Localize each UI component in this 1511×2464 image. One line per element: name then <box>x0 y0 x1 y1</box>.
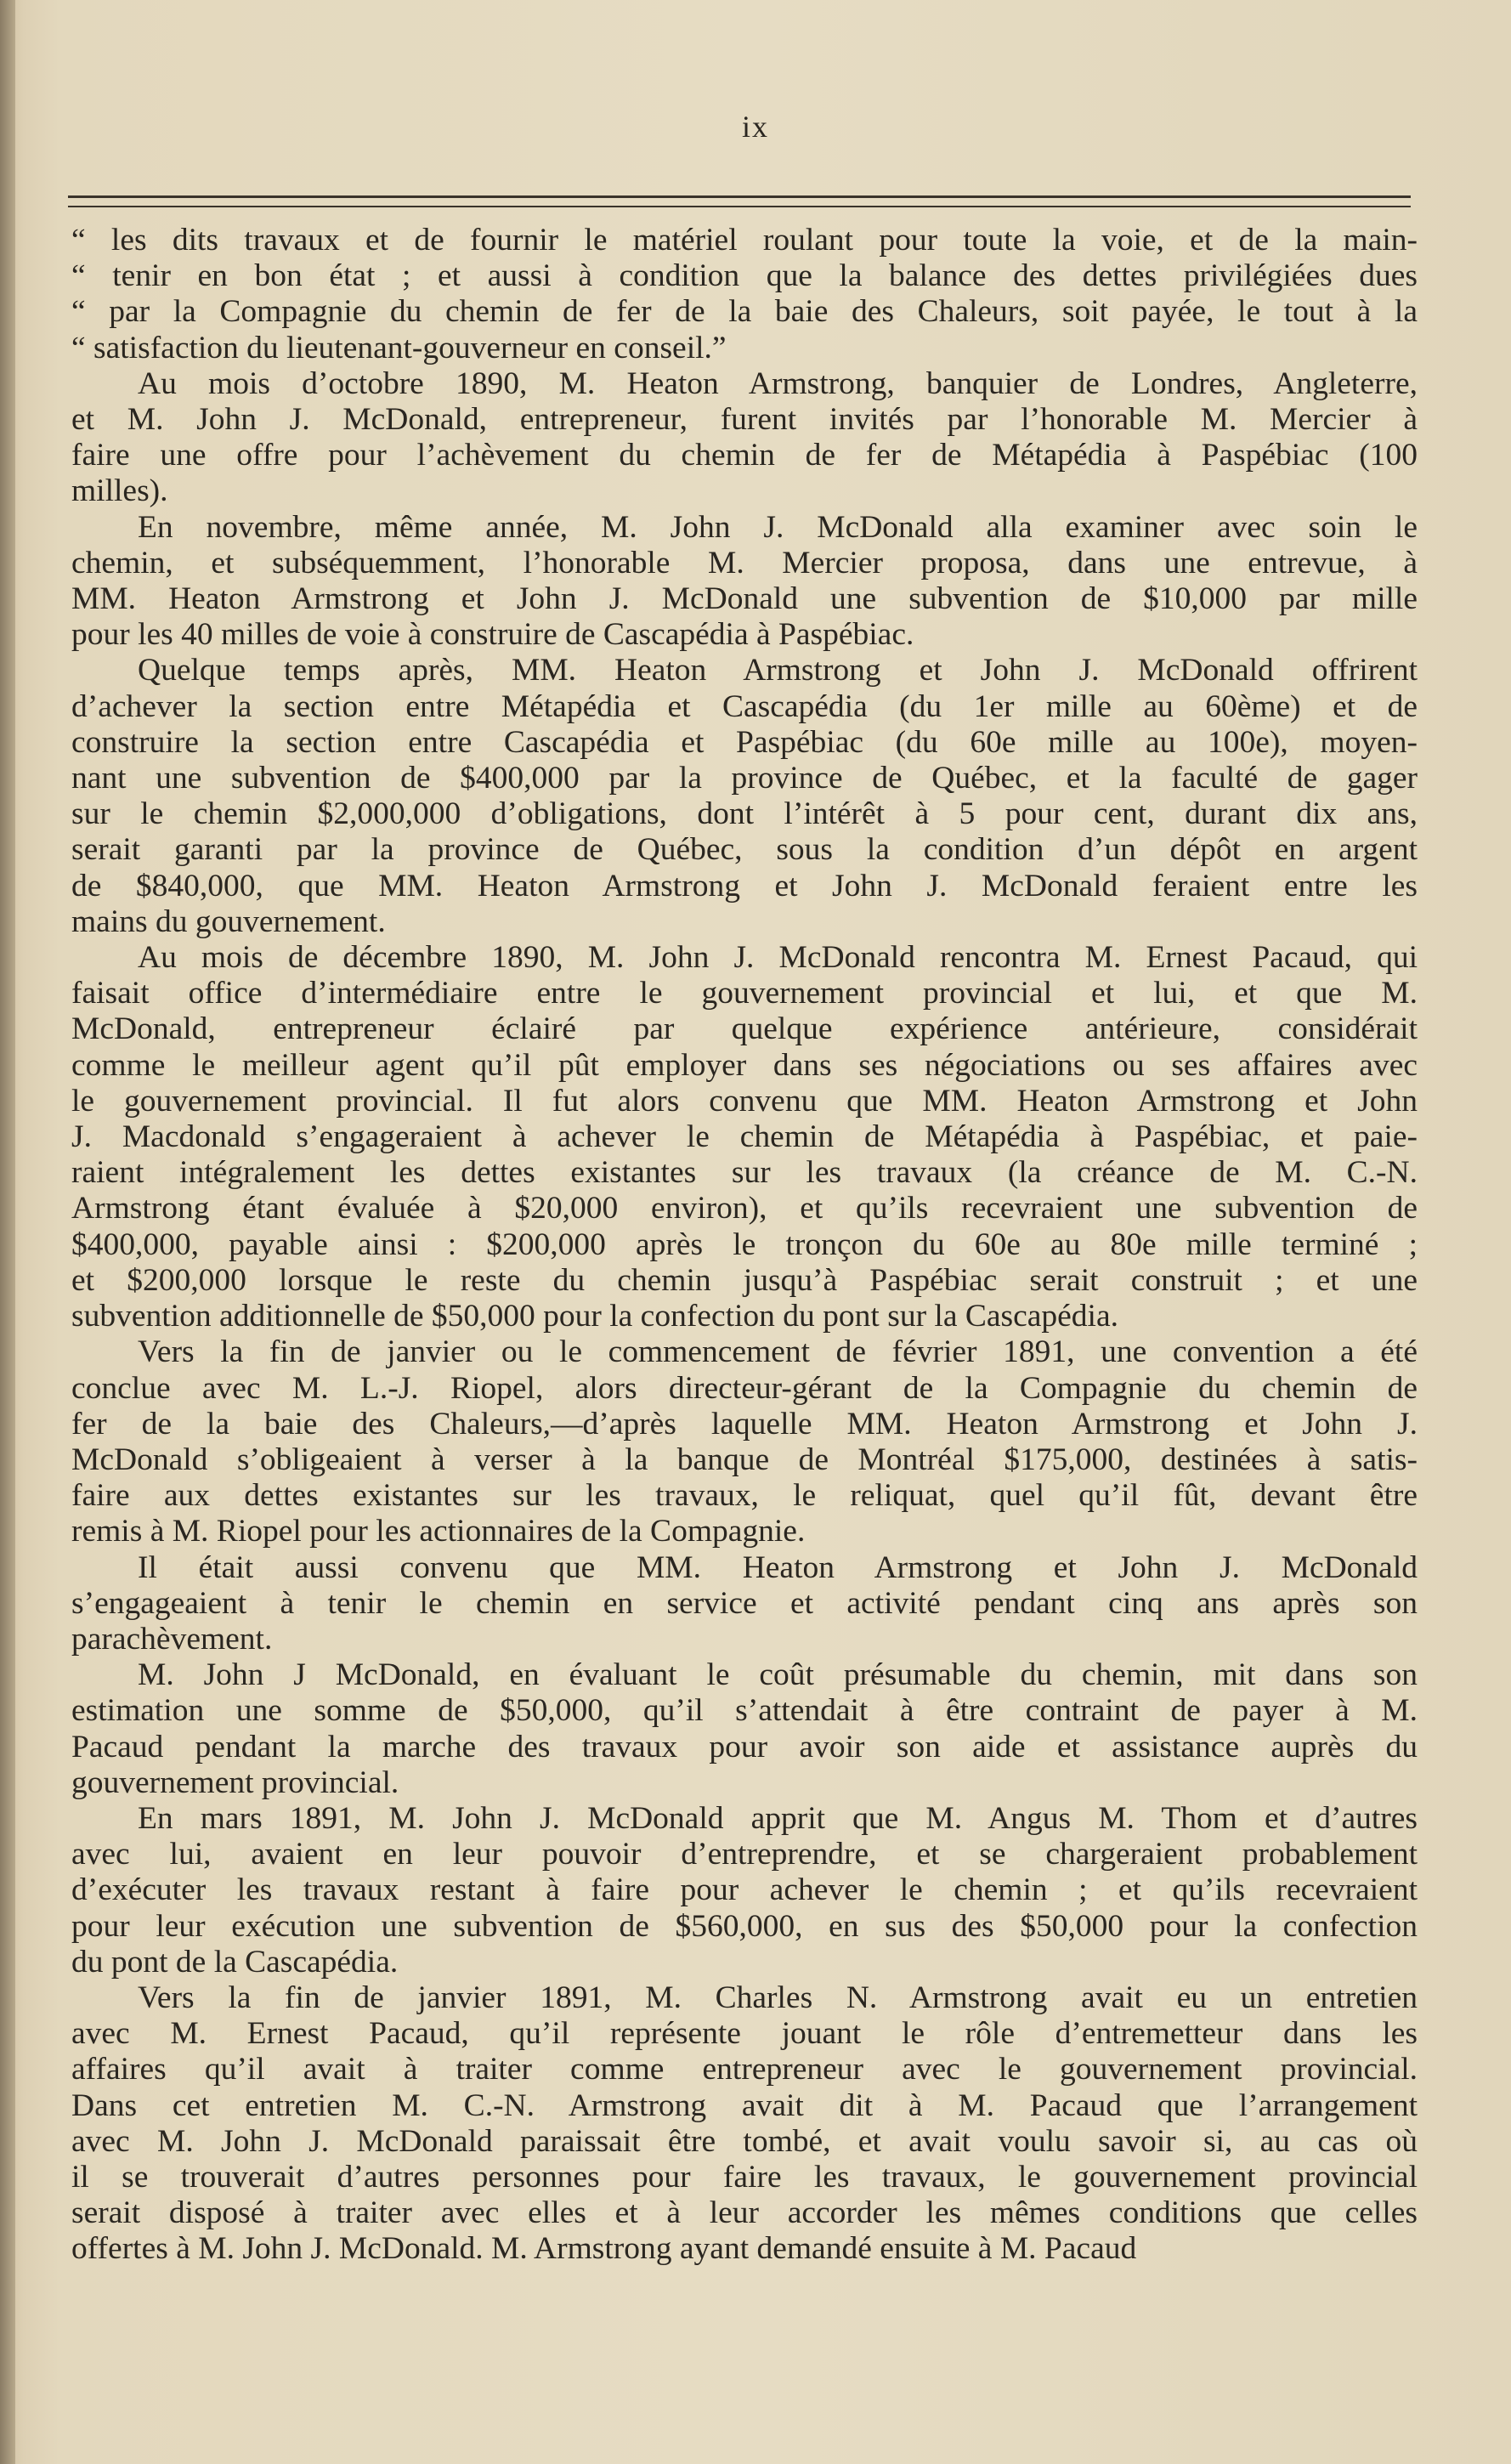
text-line: En mars 1891, M. John J. McDonald apprit que M. Angus M. Thom et d’autres <box>138 1800 1418 1836</box>
text-line: offertes à M. John J. McDonald. M. Armstrong ayant demandé ensuite à M. Pacaud <box>71 2231 1137 2267</box>
text-line: MM. Heaton Armstrong et John J. McDonald une subvention de $10,000 par mille <box>71 581 1418 617</box>
text-line: “ tenir en bon état ; et aussi à condition que la balance des dettes privilégiées dues <box>71 258 1418 294</box>
text-line: faire une offre pour l’achèvement du chemin de fer de Métapédia à Paspébiac (100 <box>71 438 1418 473</box>
text-line: Quelque temps après, MM. Heaton Armstrong et John J. McDonald offrirent <box>138 653 1418 688</box>
text-line: raient intégralement les dettes existantes sur les travaux (la créance de M. C.-N. <box>71 1155 1418 1191</box>
text-line: milles). <box>71 473 168 509</box>
text-line: remis à M. Riopel pour les actionnaires de la Compagnie. <box>71 1514 806 1549</box>
text-line: subvention additionnelle de $50,000 pour la confection du pont sur la Cascapédia. <box>71 1299 1118 1334</box>
text-line: estimation une somme de $50,000, qu’il s’attendait à être contraint de payer à M. <box>71 1693 1418 1729</box>
text-line: comme le meilleur agent qu’il pût employer dans ses négociations ou ses affaires avec <box>71 1047 1418 1083</box>
text-line: McDonald s’obligeaient à verser à la banque de Montréal $175,000, destinées à satis- <box>71 1442 1418 1477</box>
text-line: le gouvernement provincial. Il fut alors convenu que MM. Heaton Armstrong et John <box>71 1083 1418 1119</box>
text-line: sur le chemin $2,000,000 d’obligations, dont l’intérêt à 5 pour cent, durant dix ans, <box>71 796 1418 832</box>
text-line: Vers la fin de janvier 1891, M. Charles N. Armstrong avait eu un entretien <box>138 1980 1418 2015</box>
text-line: serait disposé à traiter avec elles et à leur accorder les mêmes conditions que celles <box>71 2195 1418 2231</box>
binding-gutter <box>0 0 15 2464</box>
text-line: et $200,000 lorsque le reste du chemin jusqu’à Paspébiac serait construit ; et une <box>71 1262 1418 1298</box>
text-line: gouvernement provincial. <box>71 1764 399 1800</box>
text-line: “ les dits travaux et de fournir le matériel roulant pour toute la voie, et de la main- <box>71 223 1418 258</box>
text-line: M. John J McDonald, en évaluant le coût présumable du chemin, mit dans son <box>138 1657 1418 1693</box>
text-line: pour les 40 milles de voie à construire de Cascapédia à Paspébiac. <box>71 617 914 653</box>
text-line: “ par la Compagnie du chemin de fer de la baie des Chaleurs, soit payée, le tout à la <box>71 294 1418 330</box>
text-line: d’achever la section entre Métapédia et Cascapédia (du 1er mille au 60ème) et de <box>71 688 1418 724</box>
text-line: nant une subvention de $400,000 par la province de Québec, et la faculté de gager <box>71 761 1418 796</box>
page-number: ix <box>741 110 769 144</box>
text-line: construire la section entre Cascapédia et Paspébiac (du 60e mille au 100e), moyen- <box>71 724 1418 760</box>
text-line: avec M. John J. McDonald paraissait être tombé, et avait voulu savoir si, au cas où <box>71 2123 1418 2159</box>
text-line: Au mois d’octobre 1890, M. Heaton Armstrong, banquier de Londres, Angleterre, <box>138 365 1418 401</box>
text-line: mains du gouvernement. <box>71 903 386 939</box>
body-text <box>71 223 1418 2268</box>
text-line: affaires qu’il avait à traiter comme entrepreneur avec le gouvernement provincial. <box>71 2052 1418 2087</box>
text-line: avec M. Ernest Pacaud, qu’il représente jouant le rôle d’entremetteur dans les <box>71 2016 1418 2052</box>
header-double-rule <box>68 195 1411 207</box>
text-line: pour leur exécution une subvention de $560,000, en sus des $50,000 pour la confection <box>71 1908 1418 1944</box>
text-line: McDonald, entrepreneur éclairé par quelque expérience antérieure, considérait <box>71 1011 1418 1047</box>
text-line: de $840,000, que MM. Heaton Armstrong et John J. McDonald feraient entre les <box>71 868 1418 903</box>
text-line: En novembre, même année, M. John J. McDonald alla examiner avec soin le <box>138 509 1418 545</box>
text-line: Pacaud pendant la marche des travaux pour avoir son aide et assistance auprès du <box>71 1729 1418 1764</box>
text-line: du pont de la Cascapédia. <box>71 1944 399 1980</box>
text-line: Dans cet entretien M. C.-N. Armstrong avait dit à M. Pacaud que l’arrangement <box>71 2087 1418 2123</box>
text-line: avec lui, avaient en leur pouvoir d’entreprendre, et se chargeraient probablement <box>71 1837 1418 1872</box>
text-line: s’engageaient à tenir le chemin en service et activité pendant cinq ans après son <box>71 1585 1418 1621</box>
text-line: Armstrong étant évaluée à $20,000 environ), et qu’ils recevraient une subvention de <box>71 1191 1418 1226</box>
text-line: faisait office d’intermédiaire entre le gouvernement provincial et lui, et que M. <box>71 976 1418 1011</box>
text-line: Au mois de décembre 1890, M. John J. McDonald rencontra M. Ernest Pacaud, qui <box>138 940 1418 976</box>
text-line: fer de la baie des Chaleurs,—d’après laquelle MM. Heaton Armstrong et John J. <box>71 1406 1418 1442</box>
text-line: serait garanti par la province de Québec, sous la condition d’un dépôt en argent <box>71 832 1418 868</box>
text-line: “ satisfaction du lieutenant-gouverneur en conseil.” <box>71 330 727 365</box>
text-line: conclue avec M. L.-J. Riopel, alors directeur-gérant de la Compagnie du chemin de <box>71 1370 1418 1406</box>
text-line: Vers la fin de janvier ou le commencement de février 1891, une convention a été <box>138 1334 1418 1370</box>
text-line: $400,000, payable ainsi : $200,000 après le tronçon du 60e au 80e mille terminé ; <box>71 1226 1418 1262</box>
text-line: J. Macdonald s’engageraient à achever le chemin de Métapédia à Paspébiac, et paie- <box>71 1119 1418 1155</box>
text-line: Il était aussi convenu que MM. Heaton Armstrong et John J. McDonald <box>138 1549 1418 1585</box>
text-line: chemin, et subséquemment, l’honorable M. Mercier proposa, dans une entrevue, à <box>71 545 1418 581</box>
text-line: il se trouverait d’autres personnes pour faire les travaux, le gouvernement provincial <box>71 2159 1418 2195</box>
text-line: faire aux dettes existantes sur les travaux, le reliquat, quel qu’il fût, devant être <box>71 1478 1418 1514</box>
text-line: d’exécuter les travaux restant à faire pour achever le chemin ; et qu’ils recevraient <box>71 1872 1418 1908</box>
text-line: et M. John J. McDonald, entrepreneur, furent invités par l’honorable M. Mercier à <box>71 402 1418 438</box>
text-line: parachèvement. <box>71 1621 273 1657</box>
